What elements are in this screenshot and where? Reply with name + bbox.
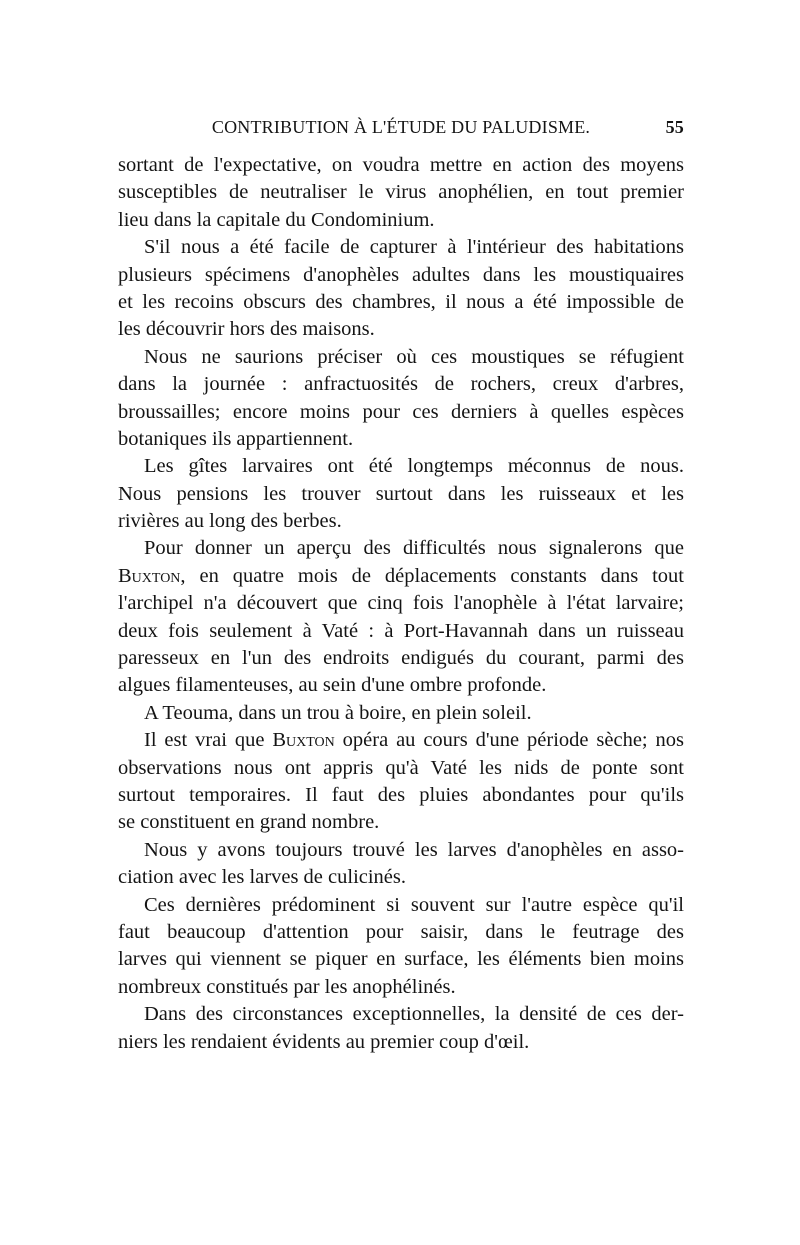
text-line: botaniques ils appartiennent.: [118, 427, 354, 450]
text-line: observations nous ont appris qu'à Vaté les nids de ponte sont: [118, 756, 684, 779]
text-fragment: Il est vrai que: [144, 729, 273, 752]
text-line: lieu dans la capitale du Condominium.: [118, 208, 435, 231]
text-fragment: , en quatre mois de déplacements constants dans tout: [180, 564, 684, 587]
text-line: niers les rendaient évidents au premier coup d'œil.: [118, 1030, 530, 1053]
text-line: Nous y avons toujours trouvé les larves d'anophèles en asso-: [144, 838, 684, 861]
author-name: Buxton: [118, 564, 181, 587]
text-line: Nous pensions les trouver surtout dans les ruisseaux et les: [118, 482, 684, 505]
text-line: Pour donner un aperçu des difficultés nous signalerons que: [144, 537, 684, 560]
running-head: [118, 117, 684, 143]
text-line: susceptibles de neutraliser le virus anophélien, en tout premier: [118, 181, 684, 204]
text-line: Les gîtes larvaires ont été longtemps méconnus de nous.: [144, 455, 684, 478]
author-name: Buxton: [272, 729, 335, 752]
text-line: dans la journée : anfractuosités de rochers, creux d'arbres,: [118, 373, 684, 396]
text-line-buxton: [118, 563, 684, 590]
running-title: CONTRIBUTION À L'ÉTUDE DU PALUDISME.: [211, 117, 591, 137]
text-line: paresseux en l'un des endroits endigués du courant, parmi des: [118, 647, 684, 670]
text-line-buxton: [118, 727, 684, 754]
page-number: 55: [665, 117, 684, 137]
text-line: ciation avec les larves de culicinés.: [118, 866, 407, 889]
text-line: Dans des circonstances exceptionnelles, la densité de ces der-: [144, 1003, 684, 1026]
text-line: deux fois seulement à Vaté : à Port-Havannah dans un ruisseau: [118, 619, 684, 642]
text-fragment: opéra au cours d'une période sèche; nos: [334, 729, 684, 752]
text-line: nombreux constitués par les anophélinés.: [118, 975, 456, 998]
text-line: surtout temporaires. Il faut des pluies abondantes pour qu'ils: [118, 783, 684, 806]
text-line: Ces dernières prédominent si souvent sur l'autre espèce qu'il: [144, 893, 684, 916]
body-text: [118, 152, 684, 1056]
text-line: algues filamenteuses, au sein d'une ombre profonde.: [118, 674, 547, 697]
text-line: Nous ne saurions préciser où ces moustiques se réfugient: [144, 345, 684, 368]
text-line: sortant de l'expectative, on voudra mettre en action des moyens: [118, 154, 684, 176]
text-line: les découvrir hors des maisons.: [118, 318, 375, 341]
text-line: rivières au long des berbes.: [118, 510, 342, 533]
text-line: plusieurs spécimens d'anophèles adultes dans les moustiquaires: [118, 263, 684, 286]
text-line: l'archipel n'a découvert que cinq fois l'anophèle à l'état larvaire;: [118, 592, 684, 615]
text-line: larves qui viennent se piquer en surface, les éléments bien moins: [118, 948, 684, 971]
text-line: A Teouma, dans un trou à boire, en plein soleil.: [144, 701, 532, 724]
text-line: faut beaucoup d'attention pour saisir, dans le feutrage des: [118, 920, 684, 943]
text-line: se constituent en grand nombre.: [118, 811, 380, 834]
text-line: S'il nous a été facile de capturer à l'intérieur des habitations: [144, 236, 684, 259]
text-line: et les recoins obscurs des chambres, il nous a été impossible de: [118, 290, 684, 313]
text-line: broussailles; encore moins pour ces derniers à quelles espèces: [118, 400, 684, 423]
